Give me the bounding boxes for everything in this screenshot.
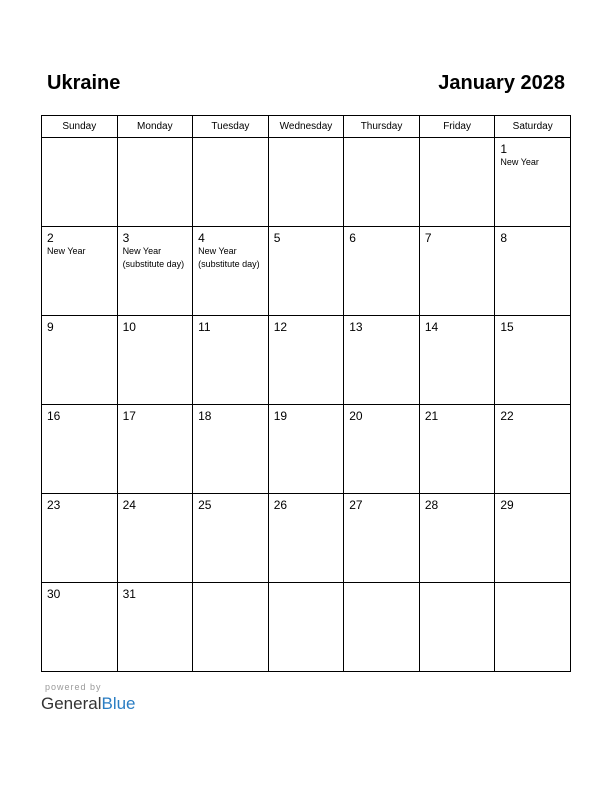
day-cell: [117, 494, 193, 583]
powered-by-label: powered by: [45, 682, 102, 692]
day-number: 2: [47, 231, 54, 245]
day-cell: [268, 316, 344, 405]
day-cell: [495, 405, 571, 494]
day-number: 5: [273, 231, 281, 245]
day-cell: [117, 316, 193, 405]
weekday-header: Tuesday: [193, 116, 269, 138]
brand-logo: [41, 694, 136, 714]
day-cell: [344, 227, 420, 316]
day-number: 10: [122, 320, 136, 334]
day-cell: [42, 316, 118, 405]
day-number: 23: [47, 498, 61, 512]
weekday-header: Monday: [117, 116, 193, 138]
week-row: [42, 405, 571, 494]
day-cell: [495, 316, 571, 405]
day-cell: [268, 138, 344, 227]
weekday-header: Friday: [419, 116, 495, 138]
day-number: 17: [122, 409, 136, 423]
day-cell: [344, 138, 420, 227]
day-cell: [193, 405, 269, 494]
day-cell: [344, 316, 420, 405]
day-cell: [117, 227, 193, 316]
day-number: 30: [47, 587, 61, 601]
day-cell: [42, 138, 118, 227]
calendar-grid: [41, 115, 571, 672]
day-cell: [268, 227, 344, 316]
day-cell: [193, 227, 269, 316]
day-number: 24: [122, 498, 136, 512]
holiday-label: New Year: [47, 246, 86, 256]
day-number: 31: [122, 587, 136, 601]
day-cell: [419, 583, 495, 672]
day-cell: [268, 494, 344, 583]
day-cell: [117, 405, 193, 494]
day-cell: [42, 583, 118, 672]
day-cell: [344, 583, 420, 672]
day-number: 6: [349, 231, 356, 245]
day-cell: [268, 583, 344, 672]
day-number: 29: [500, 498, 514, 512]
day-cell: [419, 494, 495, 583]
day-cell: [117, 138, 193, 227]
day-cell: [419, 138, 495, 227]
day-number: 22: [500, 409, 514, 423]
holiday-label: New Year (substitute day): [198, 246, 260, 269]
day-number: 16: [47, 409, 61, 423]
day-cell: [193, 316, 269, 405]
day-cell: [344, 494, 420, 583]
day-cell: [193, 494, 269, 583]
day-number: 27: [349, 498, 363, 512]
weekday-header: Saturday: [495, 116, 571, 138]
day-cell: [42, 227, 118, 316]
holiday-label: New Year: [500, 157, 539, 167]
day-number: 9: [47, 320, 54, 334]
brand-general: General: [41, 694, 102, 713]
day-cell: [117, 583, 193, 672]
day-number: 26: [273, 498, 288, 512]
day-number: 14: [424, 320, 439, 334]
weekday-header-row: [42, 116, 571, 138]
day-cell: [42, 494, 118, 583]
day-number: 8: [500, 231, 508, 245]
day-cell: [495, 494, 571, 583]
country-title: Ukraine: [47, 72, 121, 94]
day-number: 28: [424, 498, 439, 512]
day-cell: [42, 405, 118, 494]
week-row: [42, 227, 571, 316]
weekday-header: Wednesday: [268, 116, 344, 138]
week-row: [42, 316, 571, 405]
day-number: 12: [273, 320, 288, 334]
day-cell: [419, 405, 495, 494]
day-cell: [495, 138, 571, 227]
day-number: 21: [424, 409, 439, 423]
day-cell: [344, 405, 420, 494]
weekday-header: Thursday: [344, 116, 420, 138]
month-year-title: January 2028: [438, 72, 565, 94]
week-row: [42, 494, 571, 583]
day-cell: [268, 405, 344, 494]
day-number: 3: [122, 231, 130, 245]
week-row: [42, 138, 571, 227]
day-number: 19: [273, 409, 288, 423]
day-cell: [495, 583, 571, 672]
holiday-label: New Year (substitute day): [122, 246, 185, 269]
day-number: 13: [349, 320, 363, 334]
day-number: 11: [198, 320, 211, 334]
day-cell: [419, 316, 495, 405]
day-number: 7: [424, 231, 432, 245]
day-cell: [193, 583, 269, 672]
day-number: 4: [198, 231, 205, 245]
day-number: 20: [349, 409, 363, 423]
day-number: 25: [198, 498, 212, 512]
weekday-header: Sunday: [42, 116, 118, 138]
day-cell: [495, 227, 571, 316]
day-cell: [419, 227, 495, 316]
day-cell: [193, 138, 269, 227]
week-row: [42, 583, 571, 672]
day-number: 1: [500, 142, 508, 156]
brand-blue: Blue: [101, 694, 136, 713]
day-number: 18: [198, 409, 212, 423]
day-number: 15: [500, 320, 514, 334]
